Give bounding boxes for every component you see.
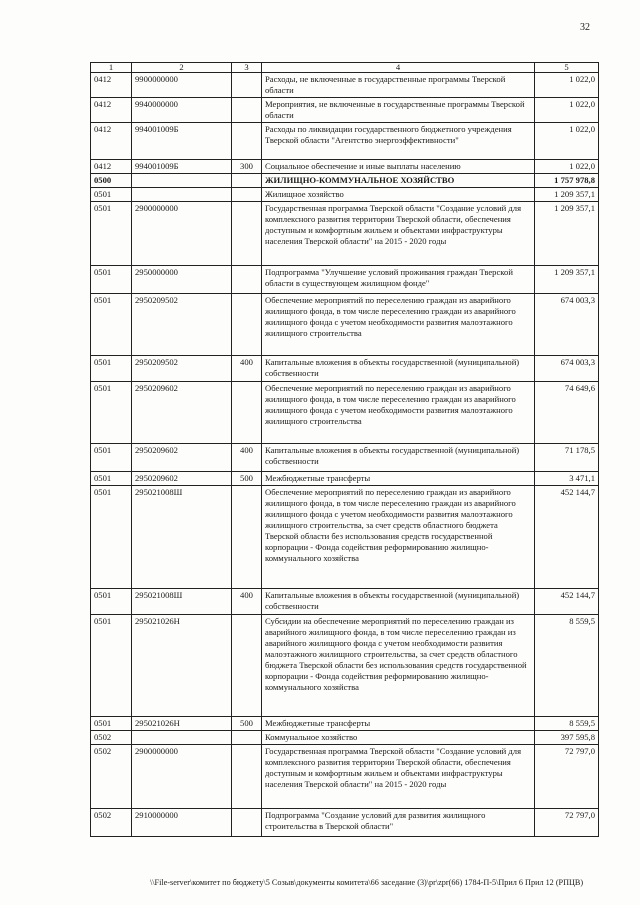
code-cell: 0412 — [91, 98, 132, 123]
amount-cell: 1 757 978,8 — [535, 174, 599, 188]
header-cell: 5 — [535, 63, 599, 73]
expense-type-cell — [232, 188, 262, 202]
target-article-cell — [132, 174, 232, 188]
expense-type-cell: 500 — [232, 717, 262, 731]
amount-cell: 674 003,3 — [535, 294, 599, 356]
code-cell: 0501 — [91, 472, 132, 486]
table-row — [91, 731, 599, 745]
amount-cell: 8 559,5 — [535, 717, 599, 731]
code-cell: 0502 — [91, 745, 132, 809]
budget-table — [90, 62, 599, 837]
amount-cell: 674 003,3 — [535, 356, 599, 382]
target-article-cell: 2950209602 — [132, 444, 232, 472]
target-article-cell: 994001009Б — [132, 160, 232, 174]
expense-type-cell — [232, 266, 262, 294]
target-article-cell: 2950209502 — [132, 356, 232, 382]
amount-cell: 8 559,5 — [535, 615, 599, 717]
description-cell: Капитальные вложения в объекты государственной (муниципальной) собственности — [262, 444, 535, 472]
expense-type-cell — [232, 202, 262, 266]
target-article-cell: 2900000000 — [132, 202, 232, 266]
target-article-cell: 2950209602 — [132, 382, 232, 444]
table-row — [91, 615, 599, 717]
code-cell: 0501 — [91, 444, 132, 472]
expense-type-cell — [232, 123, 262, 160]
description-cell: Субсидии на обеспечение мероприятий по переселению граждан из аварийного жилищного фонда, в том числе переселению граждан из аварийного жилищного фонда с учетом необходимости развития малоэтажного жилищного строительства, за счет средств областного бюджета Тверской области без использования средств государственной корпорации - Фонда содействия реформированию жилищно-коммунального хозяйства — [262, 615, 535, 717]
amount-cell: 1 022,0 — [535, 160, 599, 174]
table-row — [91, 73, 599, 98]
code-cell: 0501 — [91, 589, 132, 615]
amount-cell: 3 471,1 — [535, 472, 599, 486]
expense-type-cell: 400 — [232, 444, 262, 472]
description-cell: Коммунальное хозяйство — [262, 731, 535, 745]
code-cell: 0501 — [91, 615, 132, 717]
header-cell: 4 — [262, 63, 535, 73]
target-article-cell: 2950209602 — [132, 472, 232, 486]
table-row — [91, 589, 599, 615]
code-cell: 0501 — [91, 188, 132, 202]
code-cell: 0500 — [91, 174, 132, 188]
target-article-cell: 295021008Ш — [132, 486, 232, 589]
table-row — [91, 188, 599, 202]
description-cell: Социальное обеспечение и иные выплаты населению — [262, 160, 535, 174]
expense-type-cell — [232, 73, 262, 98]
code-cell: 0502 — [91, 809, 132, 837]
description-cell: Подпрограмма "Улучшение условий проживания граждан Тверской области в существующем жилищном фонде" — [262, 266, 535, 294]
amount-cell: 1 022,0 — [535, 98, 599, 123]
expense-type-cell — [232, 486, 262, 589]
page-number: 32 — [580, 22, 590, 33]
table-header-row — [91, 63, 599, 73]
expense-type-cell — [232, 294, 262, 356]
amount-cell: 452 144,7 — [535, 486, 599, 589]
table-row — [91, 266, 599, 294]
target-article-cell: 994001009Б — [132, 123, 232, 160]
amount-cell: 74 649,6 — [535, 382, 599, 444]
expense-type-cell — [232, 98, 262, 123]
header-cell: 2 — [132, 63, 232, 73]
table-row — [91, 123, 599, 160]
amount-cell: 1 209 357,1 — [535, 202, 599, 266]
code-cell: 0412 — [91, 123, 132, 160]
target-article-cell: 2950000000 — [132, 266, 232, 294]
target-article-cell: 2900000000 — [132, 745, 232, 809]
table-row — [91, 382, 599, 444]
target-article-cell — [132, 188, 232, 202]
expense-type-cell: 400 — [232, 356, 262, 382]
expense-type-cell: 500 — [232, 472, 262, 486]
expense-type-cell — [232, 809, 262, 837]
amount-cell: 72 797,0 — [535, 809, 599, 837]
description-cell: Межбюджетные трансферты — [262, 717, 535, 731]
description-cell: Капитальные вложения в объекты государственной (муниципальной) собственности — [262, 356, 535, 382]
amount-cell: 1 209 357,1 — [535, 266, 599, 294]
header-cell: 1 — [91, 63, 132, 73]
target-article-cell — [132, 731, 232, 745]
target-article-cell: 9940000000 — [132, 98, 232, 123]
table-row — [91, 160, 599, 174]
amount-cell: 1 209 357,1 — [535, 188, 599, 202]
code-cell: 0412 — [91, 73, 132, 98]
code-cell: 0501 — [91, 202, 132, 266]
code-cell: 0501 — [91, 486, 132, 589]
table-row — [91, 294, 599, 356]
description-cell: ЖИЛИЩНО-КОММУНАЛЬНОЕ ХОЗЯЙСТВО — [262, 174, 535, 188]
expense-type-cell — [232, 174, 262, 188]
target-article-cell: 2910000000 — [132, 809, 232, 837]
code-cell: 0501 — [91, 356, 132, 382]
amount-cell: 1 022,0 — [535, 123, 599, 160]
amount-cell: 397 595,8 — [535, 731, 599, 745]
expense-type-cell — [232, 745, 262, 809]
table-row — [91, 444, 599, 472]
table-row — [91, 174, 599, 188]
table-row — [91, 202, 599, 266]
expense-type-cell: 300 — [232, 160, 262, 174]
table-row — [91, 486, 599, 589]
target-article-cell: 295021008Ш — [132, 589, 232, 615]
table-row — [91, 98, 599, 123]
description-cell: Подпрограмма "Создание условий для развития жилищного строительства в Тверской области" — [262, 809, 535, 837]
table-row — [91, 809, 599, 837]
code-cell: 0501 — [91, 382, 132, 444]
code-cell: 0501 — [91, 294, 132, 356]
target-article-cell: 295021026Н — [132, 717, 232, 731]
table-row — [91, 745, 599, 809]
expense-type-cell: 400 — [232, 589, 262, 615]
target-article-cell: 9900000000 — [132, 73, 232, 98]
description-cell: Капитальные вложения в объекты государственной (муниципальной) собственности — [262, 589, 535, 615]
table-row — [91, 356, 599, 382]
target-article-cell: 2950209502 — [132, 294, 232, 356]
target-article-cell: 295021026Н — [132, 615, 232, 717]
expense-type-cell — [232, 731, 262, 745]
table-row — [91, 472, 599, 486]
code-cell: 0501 — [91, 717, 132, 731]
code-cell: 0501 — [91, 266, 132, 294]
header-cell: 3 — [232, 63, 262, 73]
description-cell: Мероприятия, не включенные в государственные программы Тверской области — [262, 98, 535, 123]
description-cell: Межбюджетные трансферты — [262, 472, 535, 486]
description-cell: Расходы по ликвидации государственного бюджетного учреждения Тверской области "Агентство энергоэффективности" — [262, 123, 535, 160]
description-cell: Обеспечение мероприятий по переселению граждан из аварийного жилищного фонда, в том числе переселению граждан из аварийного жилищного фонда с учетом необходимости развития малоэтажного жилищного строительства — [262, 294, 535, 356]
footer-file-path: \\File-server\комитет по бюджету\5 Созыв\документы комитета\66 заседание (3)\pr\zpr(66) 1784-П-5\Прил 6 Прил 12 (РПЦВ) — [150, 878, 584, 887]
amount-cell: 452 144,7 — [535, 589, 599, 615]
table-row — [91, 717, 599, 731]
description-cell: Государственная программа Тверской области "Создание условий для комплексного развития территории Тверской области, обеспечения доступным и комфортным жильем и объектами инфраструктуры населения Тверской области" на 2015 - 2020 годы — [262, 202, 535, 266]
expense-type-cell — [232, 382, 262, 444]
amount-cell: 72 797,0 — [535, 745, 599, 809]
amount-cell: 71 178,5 — [535, 444, 599, 472]
description-cell: Обеспечение мероприятий по переселению граждан из аварийного жилищного фонда, в том числе переселению граждан из аварийного жилищного фонда с учетом необходимости развития малоэтажного жилищного строительства, за счет средств областного бюджета Тверской области без использования средств государственной корпорации - Фонда содействия реформированию жилищно-коммунального хозяйства — [262, 486, 535, 589]
amount-cell: 1 022,0 — [535, 73, 599, 98]
description-cell: Расходы, не включенные в государственные программы Тверской области — [262, 73, 535, 98]
description-cell: Обеспечение мероприятий по переселению граждан из аварийного жилищного фонда, в том числе переселению граждан из аварийного жилищного фонда с учетом необходимости развития малоэтажного жилищного строительства — [262, 382, 535, 444]
description-cell: Жилищное хозяйство — [262, 188, 535, 202]
code-cell: 0502 — [91, 731, 132, 745]
expense-type-cell — [232, 615, 262, 717]
description-cell: Государственная программа Тверской области "Создание условий для комплексного развития территории Тверской области, обеспечения доступным и комфортным жильем и объектами инфраструктуры населения Тверской области" на 2015 - 2020 годы — [262, 745, 535, 809]
code-cell: 0412 — [91, 160, 132, 174]
